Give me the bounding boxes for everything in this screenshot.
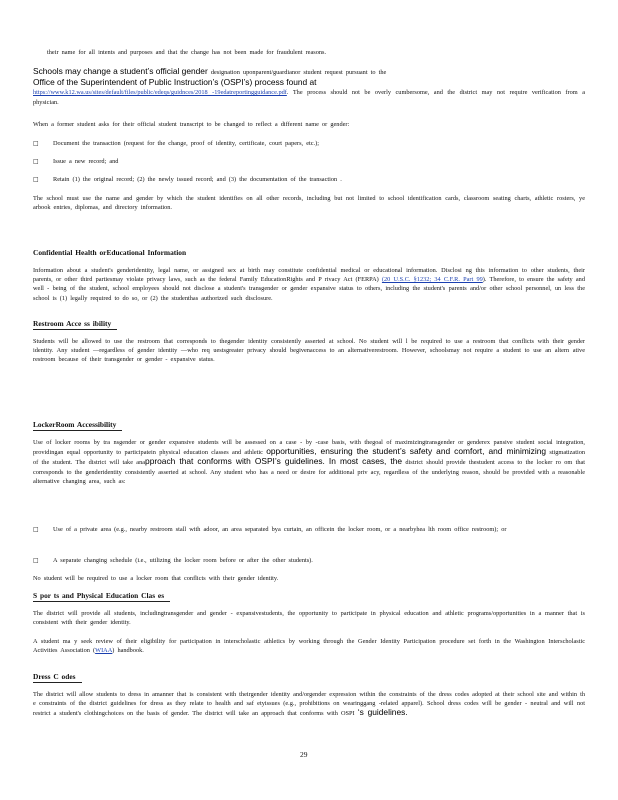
- dress-paragraph: The district will allow students to dress in amanner that is consistent with theirgender identity and/orgender expression within the constraints of the dress codes adopted at their school site and within th e constraints of the district guidelines for dress as they relate to health and saf etyissues (e.g., prohibitions on wearinggang -related apparel). School dress codes will be gender - neutral and will not restrict a student's clothingchoices on the basis of gender. The district will take an approach that conforms with OSPI ‘s guidelines.: [33, 691, 585, 718]
- restroom-paragraph: Students will be allowed to use the restroom that corresponds to thegender identity consistently asserted at school. No student will l be required to use a restroom that conflicts with their gender identity. Any student —regardless of gender identity —who req uestsgreater privacy should begivenaccess to an alternativerestroom. However, schoolsmay not require a student to use an altern ative restroom because of their transgender or gender - expansive status.: [33, 338, 585, 364]
- ospi-guidance-link[interactable]: https://www.k12.wa.us/sites/default/files/public/edeqs/guidnces/2018 -19edatreportingguidance.pdf: [33, 89, 287, 97]
- checkbox-bullet-icon: □: [33, 526, 39, 533]
- former-student-paragraph: When a former student asks for their official student transcript to be changed to reflect a different name or gender:: [33, 121, 350, 128]
- section-heading: LockerRoom Accessibility: [33, 420, 122, 431]
- sports-paragraph: The district will provide all students, includingtransgender and gender - expansivestudents, the opportunity to participate in physical education and athletic programs/opportunities in a manner that is consistent with their gender identity.: [33, 610, 585, 627]
- checkbox-bullet-icon: □: [33, 140, 39, 147]
- list-item: □ Issue a new record; and: [33, 158, 119, 165]
- intro-line: their name for all intents and purposes and that the change has not been made for fraudulent reasons.: [47, 49, 327, 56]
- checkbox-bullet-icon: □: [33, 557, 39, 564]
- locker-paragraph: Use of locker rooms by tra nsgender or gender expansive students will be assessed on a case - by -case basis, with thegoal of maximizingtransgender or genderex pansive student social integration, providingan equal opportunity to participatein physical education classes and athletic opportunities, ensuring the student’s safety and comfort, and minimizing stigmatization of the student. The district will take anapproach that conforms with OSPI’s guidelines. In most cases, the district should provide thestudent access to the locker ro om that corresponds to the genderidentity consistently asserted at school. Any student who has a need or desire for additional priv acy, regardless of the underlying reason, should be provided with a reasonable alternative changing area, such as:: [33, 439, 586, 485]
- confidential-heading-row: [33, 248, 585, 258]
- dress-heading-row: [33, 672, 585, 683]
- list-item: □ Use of a private area (e.g., nearby restroom stall with adoor, an area separated bya curtain, an officein the locker room, or a nearbyhea lth room office restroom); or: [33, 526, 507, 533]
- ferpa-citation-link[interactable]: (20 U.S.C. §1232; 34 C.F.R. Part 99: [381, 276, 483, 284]
- records-paragraph: The school must use the name and gender by which the student identifies on all other records, including but not limited to school identification cards, classroom seating charts, athletic rosters, ye arbook entries, diplomas, and directory information.: [33, 195, 585, 212]
- page-number: 29: [300, 750, 308, 759]
- checkbox-bullet-icon: □: [33, 176, 39, 183]
- locker-closing: No student will be required to use a locker room that conflicts with their gender identity.: [33, 575, 279, 582]
- list-item: □ A separate changing schedule (i.e., utilizing the locker room before or after the other students).: [33, 557, 313, 564]
- checkbox-bullet-icon: □: [33, 158, 39, 165]
- section-heading: Restroom Acce ss ibility: [33, 319, 117, 330]
- official-gender-lead: Schools may change a student’s official gender: [33, 66, 208, 76]
- locker-heading-row: [33, 420, 585, 431]
- wiaa-paragraph: A student ma y seek review of their eligibility for participation in interscholastic athletics by working through the Gender Identity Participation procedure set forth in the Washington Interscholastic Activities Association (WIAA) handbook.: [33, 638, 585, 655]
- list-item: □ Document the transaction (request for the change, proof of identity, certificate, court papers, etc.);: [33, 140, 319, 147]
- ospi-process-line: Office of the Superintendent of Public Instruction’s (OSPI’s) process found at: [33, 77, 317, 88]
- list-item: □ Retain (1) the original record; (2) the newly issued record; and (3) the documentation of the transaction .: [33, 176, 342, 183]
- sports-heading-row: [33, 591, 585, 602]
- section-heading: Confidential Health orEducational Information: [33, 248, 187, 257]
- restroom-heading-row: [33, 319, 585, 330]
- wiaa-link[interactable]: WIAA: [95, 647, 113, 655]
- section-heading: Dress C odes: [33, 672, 82, 683]
- official-gender-paragraph: Schools may change a student’s official gender designation uponparent/guardianor student request pursuant to the Office of the Superintendent of Public Instruction’s (OSPI’s) process found at https://www.k12.wa.us/sites/default/files/public/edeqs/guidnces/2018 -19edatreportingguidance.pdf. The process should not be overly cumbersome, and the district may not require verification from a physician.: [33, 66, 585, 106]
- section-heading: S por ts and Physical Education Clas es: [33, 591, 170, 602]
- confidential-paragraph: Information about a student's genderidentity, legal name, or assigned sex at birth may constitute confidential medical or educational information. Disclosi ng this information to other students, their parents, or other third partiesmay violate privacy laws, such as the federal Family EducationRights and P rivacy Act (FERPA) (20 U.S.C. §1232; 34 C.F.R. Part 99). Therefore, to ensure the safety and well - being of the student, school employees should not disclose a student's transgender or gender expansive status to others, including the student's parents and/or other school personnel, un less the school is (1) legally required to do so, or (2) the studenthas authorized such disclosure.: [33, 267, 585, 302]
